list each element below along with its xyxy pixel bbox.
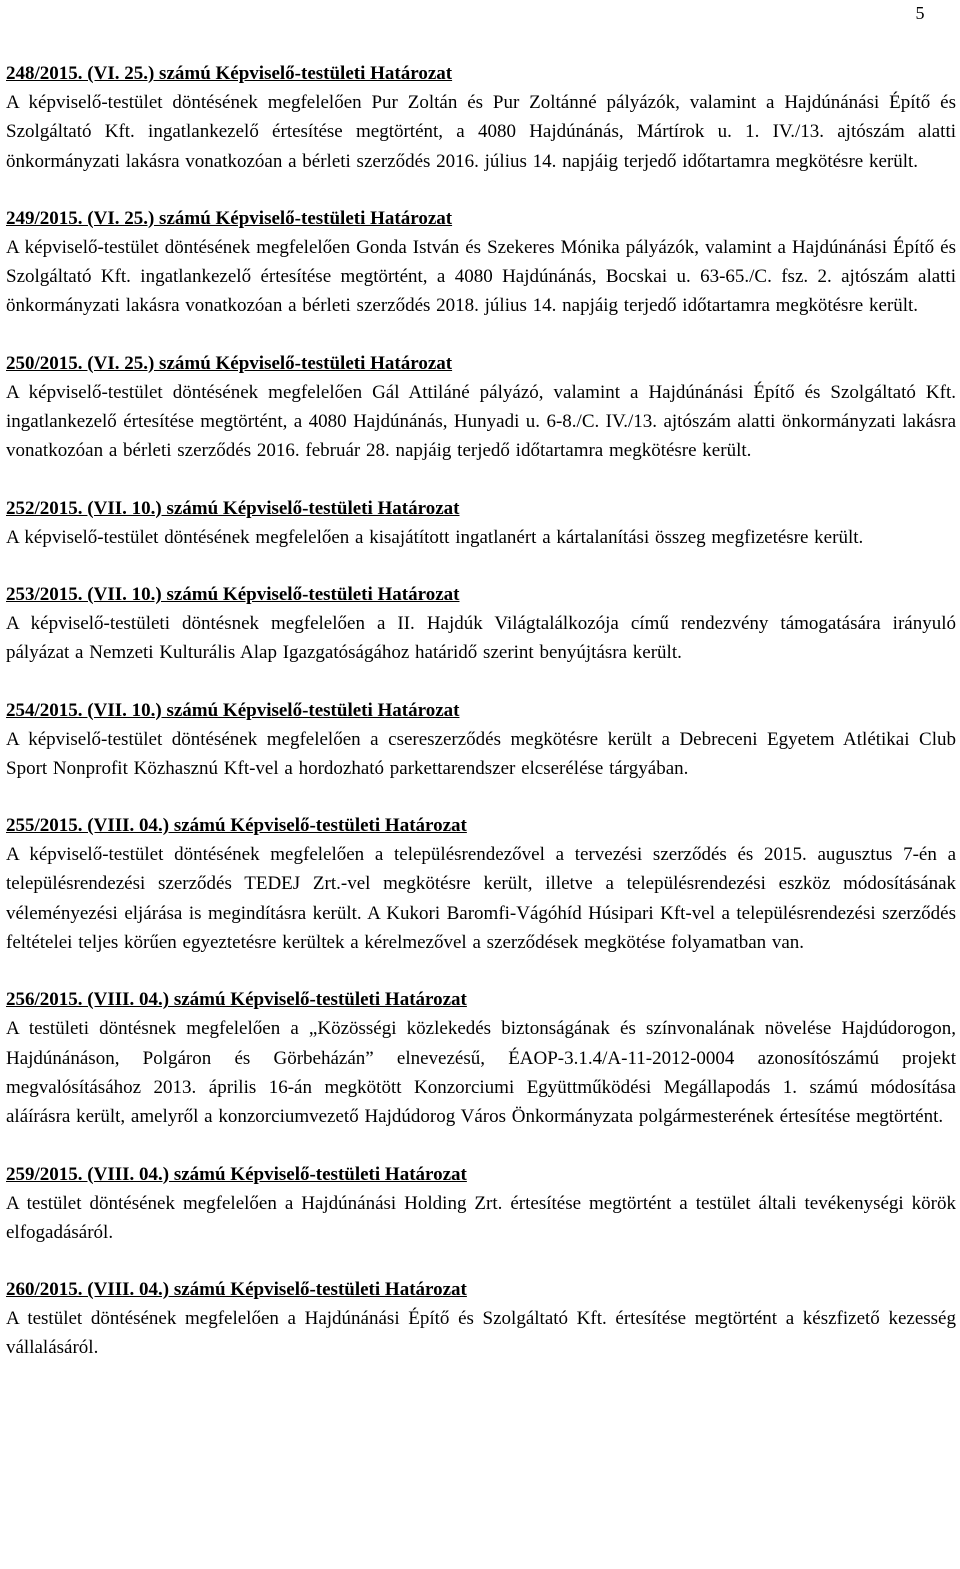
resolution-text: A testületi döntésnek megfelelően a „Közösségi közlekedés biztonságának és színvonalának növelése Hajdúdorogon, Hajdúnánáson, Polgáron és Görbeházán” elnevezésű, ÉAOP-3.1.4/A-11-2012-0004 azonosítószámú projekt megvalósításához 2013. április 16-án megkötött Konzorciumi Együttműködési Megállapodás 1. számú módosítása aláírásra került, amelyről a konzorciumvezető Hajdúdorog Város Önkormányzata polgármesterének értesítése megtörtént. <box>6 1018 956 1128</box>
resolution-heading: 256/2015. (VIII. 04.) számú Képviselő-testületi Határozat <box>6 989 467 1011</box>
resolution-text: A képviselő-testület döntésének megfelelően a csereszerződés megkötésre került a Debreceni Egyetem Atlétikai Club Sport Nonprofit Közhasznú Kft-vel a hordozható parkettarendszer elcserélése tárgyában. <box>6 728 956 779</box>
resolution-text: A képviselő-testületi döntésnek megfelelően a II. Hajdúk Világtalálkozója című rendezvény támogatására irányuló pályázat a Nemzeti Kulturális Alap Igazgatóságához határidő szerint benyújtásra került. <box>6 612 956 664</box>
resolution-253 <box>6 581 956 668</box>
resolution-text: A testület döntésének megfelelően a Hajdúnánási Építő és Szolgáltató Kft. értesítése megtörtént a készfizető kezesség vállalásáról. <box>6 1308 956 1359</box>
resolution-heading: 253/2015. (VII. 10.) számú Képviselő-testületi Határozat <box>6 583 460 605</box>
resolution-text: A képviselő-testület döntésének megfelelően a kisajátított ingatlanért a kártalanítási összeg megfizetésre került. <box>6 526 864 548</box>
document-body <box>6 60 956 1392</box>
resolution-heading: 249/2015. (VI. 25.) számú Képviselő-testületi Határozat <box>6 207 453 229</box>
resolution-text: A képviselő-testület döntésének megfelelően Gál Attiláné pályázó, valamint a Hajdúnánási Építő és Szolgáltató Kft. ingatlankezelő értesítése megtörtént, a 4080 Hajdúnánás, Hunyadi u. 6-8./C. IV./13. ajtószám alatti önkormányzati lakásra vonatkozóan a bérleti szerződés 2016. február 28. napjáig terjedő időtartamra megkötésre került. <box>6 381 956 462</box>
page-number: 5 <box>915 3 925 23</box>
resolution-heading: 260/2015. (VIII. 04.) számú Képviselő-testületi Határozat <box>6 1279 467 1301</box>
resolution-text: A testület döntésének megfelelően a Hajdúnánási Holding Zrt. értesítése megtörtént a testület általi tevékenységi körök elfogadásáról. <box>6 1192 956 1243</box>
resolution-text: A képviselő-testület döntésének megfelelően a településrendezővel a tervezési szerződés és 2015. augusztus 7-én a településrendezési szerződés TEDEJ Zrt.-vel megkötésre került, illetve a településrendezési eszköz módosításának véleményezési eljárása is megindításra került. A Kukori Baromfi-Vágóhíd Húsipari Kft-vel a településrendezési szerződés feltételei teljes körűen egyeztetésre kerültek a kérelmezővel a szerződések megkötése folyamatban van. <box>6 844 956 954</box>
resolution-heading: 250/2015. (VI. 25.) számú Képviselő-testületi Határozat <box>6 352 453 374</box>
resolution-255 <box>6 812 956 957</box>
resolution-heading: 248/2015. (VI. 25.) számú Képviselő-testületi Határozat <box>6 63 453 84</box>
resolution-text: A képviselő-testület döntésének megfelelően Pur Zoltán és Pur Zoltánné pályázók, valamint a Hajdúnánási Építő és Szolgáltató Kft. ingatlankezelő értesítése megtörtént, a 4080 Hajdúnánás, Mártírok u. 1. IV./13. ajtószám alatti önkormányzati lakásra vonatkozóan a bérleti szerződés 2016. július 14. napjáig terjedő időtartamra megkötésre került. <box>6 92 956 172</box>
resolution-heading: 252/2015. (VII. 10.) számú Képviselő-testületi Határozat <box>6 497 460 519</box>
resolution-text: A képviselő-testület döntésének megfelelően Gonda István és Szekeres Mónika pályázók, valamint a Hajdúnánási Építő és Szolgáltató Kft. ingatlankezelő értesítése megtörtént, a 4080 Hajdúnánás, Bocskai u. 63-65./C. fsz. 2. ajtószám alatti önkormányzati lakásra vonatkozóan a bérleti szerződés 2018. július 14. napjáig terjedő időtartamra megkötésre került. <box>6 236 956 317</box>
resolution-249 <box>6 205 956 321</box>
resolution-heading: 254/2015. (VII. 10.) számú Képviselő-testületi Határozat <box>6 699 460 721</box>
resolution-250 <box>6 350 956 466</box>
resolution-248 <box>6 60 956 176</box>
resolution-252 <box>6 495 956 552</box>
resolution-256 <box>6 986 956 1131</box>
resolution-260 <box>6 1276 956 1363</box>
resolution-heading: 255/2015. (VIII. 04.) számú Képviselő-testületi Határozat <box>6 815 467 837</box>
resolution-259 <box>6 1161 956 1248</box>
resolution-heading: 259/2015. (VIII. 04.) számú Képviselő-testületi Határozat <box>6 1163 467 1185</box>
resolution-254 <box>6 697 956 784</box>
